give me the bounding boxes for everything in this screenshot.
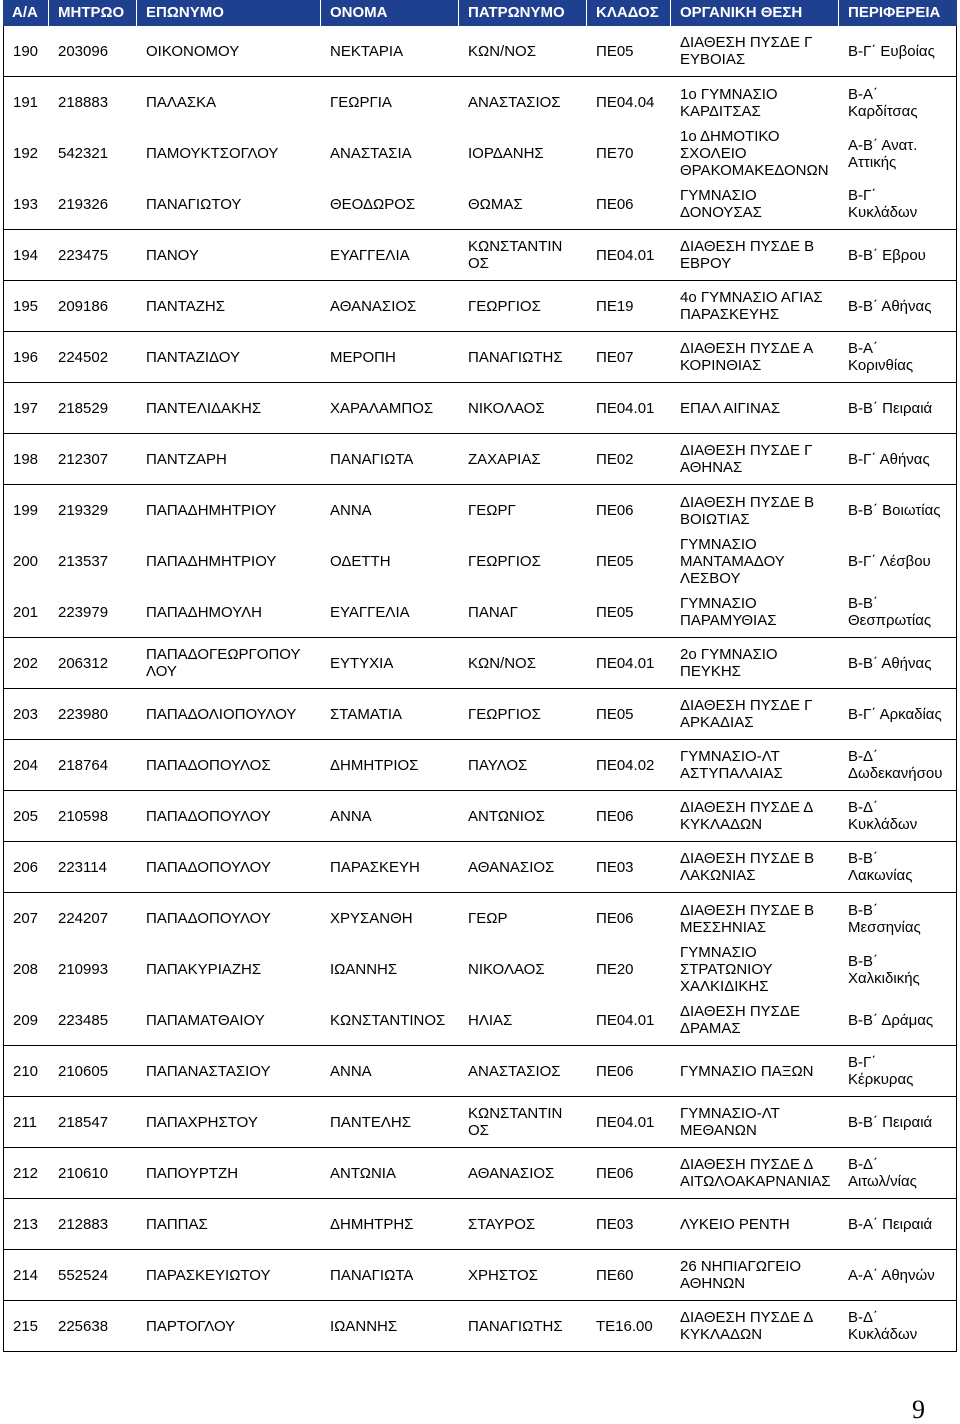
- cell-patronymo: ΠΑΝΑΓΙΩΤΗΣ: [468, 1317, 563, 1335]
- cell-klados: ΠΕ05: [596, 553, 634, 570]
- table-row: [4, 689, 956, 740]
- table-row: [4, 587, 956, 638]
- column-header-aa: Α/Α: [3, 0, 49, 26]
- cell-onoma: ΔΗΜΗΤΡΗΣ: [330, 1215, 414, 1233]
- cell-organiki-thesi: 4ο ΓΥΜΝΑΣΙΟ ΑΓΙΑΣ ΠΑΡΑΣΚΕΥΗΣ: [680, 289, 823, 323]
- cell-klados: ΠΕ04.01: [596, 1011, 655, 1029]
- cell-aa: 190: [13, 42, 39, 60]
- cell-onoma: ΑΝΑΣΤΑΣΙΑ: [330, 145, 412, 162]
- cell-perifereia: Β-Δ΄ Κυκλάδων: [848, 799, 918, 833]
- cell-onoma: ΠΑΝΤΕΛΗΣ: [330, 1113, 411, 1131]
- cell-perifereia: Β-Β΄ Χαλκιδικής: [848, 952, 920, 987]
- table-row: [4, 281, 956, 332]
- cell-klados: ΤΕ16.00: [596, 1317, 653, 1335]
- cell-onoma: ΕΥΤΥΧΙΑ: [330, 654, 394, 672]
- cell-aa: 209: [13, 1011, 39, 1029]
- cell-onoma: ΑΝΝΑ: [330, 1062, 372, 1080]
- cell-mitroo: 223114: [58, 858, 107, 876]
- cell-patronymo: ΚΩΝ/ΝΟΣ: [468, 654, 536, 672]
- cell-klados: ΠΕ06: [596, 1164, 634, 1182]
- cell-patronymo: ΑΝΤΩΝΙΟΣ: [468, 807, 545, 825]
- cell-perifereia: Β-Β΄ Βοιωτίας: [848, 502, 941, 519]
- cell-patronymo: ΣΤΑΥΡΟΣ: [468, 1215, 536, 1233]
- cell-aa: 215: [13, 1317, 39, 1335]
- cell-klados: ΠΕ04.01: [596, 1113, 655, 1131]
- table-row: [4, 995, 956, 1046]
- cell-perifereia: Β-Γ΄ Αρκαδίας: [848, 705, 942, 723]
- cell-onoma: ΧΡΥΣΑΝΘΗ: [330, 910, 413, 927]
- cell-organiki-thesi: ΓΥΜΝΑΣΙΟ ΠΑΞΩΝ: [680, 1062, 814, 1080]
- cell-klados: ΠΕ04.01: [596, 246, 655, 264]
- cell-aa: 203: [13, 705, 39, 723]
- cell-perifereia: Β-Β΄ Αθήνας: [848, 654, 932, 672]
- cell-klados: ΠΕ19: [596, 297, 634, 315]
- cell-perifereia: Β-Β΄ Λακωνίας: [848, 850, 913, 884]
- cell-aa: 192: [13, 145, 39, 162]
- cell-aa: 194: [13, 246, 39, 264]
- cell-klados: ΠΕ04.01: [596, 399, 655, 417]
- cell-organiki-thesi: ΔΙΑΘΕΣΗ ΠΥΣΔΕ Β ΜΕΣΣΗΝΙΑΣ: [680, 901, 815, 936]
- cell-eponymo: ΠΑΠΑΧΡΗΣΤΟΥ: [146, 1113, 258, 1131]
- cell-organiki-thesi: ΔΙΑΘΕΣΗ ΠΥΣΔΕ Δ ΑΙΤΩΛΟΑΚΑΡΝΑΝΙΑΣ: [680, 1156, 831, 1190]
- table-row: [4, 536, 956, 587]
- cell-eponymo: ΠΑΠΑΔΗΜΗΤΡΙΟΥ: [146, 553, 277, 570]
- cell-organiki-thesi: ΛΥΚΕΙΟ ΡΕΝΤΗ: [680, 1215, 790, 1233]
- cell-onoma: ΟΔΕΤΤΗ: [330, 553, 391, 570]
- cell-organiki-thesi: ΔΙΑΘΕΣΗ ΠΥΣΔΕ Γ ΑΡΚΑΔΙΑΣ: [680, 697, 813, 731]
- table-row: [4, 1301, 956, 1352]
- cell-eponymo: ΟΙΚΟΝΟΜΟΥ: [146, 42, 240, 60]
- cell-perifereia: Β-Γ΄ Ευβοίας: [848, 42, 935, 60]
- page-number: 9: [912, 1395, 925, 1424]
- cell-onoma: ΚΩΝΣΤΑΝΤΙΝΟΣ: [330, 1011, 446, 1029]
- cell-eponymo: ΠΑΜΟΥΚΤΣΟΓΛΟΥ: [146, 145, 279, 162]
- cell-organiki-thesi: 26 ΝΗΠΙΑΓΩΓΕΙΟ ΑΘΗΝΩΝ: [680, 1258, 802, 1292]
- table-row: [4, 791, 956, 842]
- cell-organiki-thesi: ΓΥΜΝΑΣΙΟ ΣΤΡΑΤΩΝΙΟΥ ΧΑΛΚΙΔΙΚΗΣ: [680, 944, 773, 995]
- cell-perifereia: Β-Β΄ Θεσπρωτίας: [848, 595, 932, 629]
- cell-onoma: ΣΤΑΜΑΤΙΑ: [330, 705, 403, 723]
- cell-mitroo: 210598: [58, 807, 109, 825]
- cell-mitroo: 223979: [58, 603, 109, 621]
- cell-klados: ΠΕ60: [596, 1266, 634, 1284]
- cell-mitroo: 223485: [58, 1011, 109, 1029]
- cell-aa: 200: [13, 553, 39, 570]
- cell-mitroo: 542321: [58, 145, 109, 162]
- cell-organiki-thesi: ΓΥΜΝΑΣΙΟ ΜΑΝΤΑΜΑΔΟΥ ΛΕΣΒΟΥ: [680, 536, 785, 587]
- cell-onoma: ΑΝΝΑ: [330, 807, 372, 825]
- cell-aa: 207: [13, 910, 39, 927]
- cell-klados: ΠΕ04.04: [596, 94, 655, 111]
- cell-perifereia: Β-Γ΄ Αθήνας: [848, 450, 930, 468]
- cell-eponymo: ΠΑΠΑΝΑΣΤΑΣΙΟΥ: [146, 1062, 271, 1080]
- cell-klados: ΠΕ06: [596, 807, 634, 825]
- cell-patronymo: ΧΡΗΣΤΟΣ: [468, 1266, 538, 1284]
- cell-eponymo: ΠΑΝΟΥ: [146, 246, 199, 264]
- table-body: [3, 26, 957, 1352]
- cell-perifereia: Β-Β΄ Δράμας: [848, 1011, 934, 1029]
- cell-perifereia: Β-Β΄ Πειραιά: [848, 399, 933, 417]
- cell-eponymo: ΠΑΠΑΜΑΤΘΑΙΟΥ: [146, 1011, 265, 1029]
- cell-eponymo: ΠΑΠΑΚΥΡΙΑΖΗΣ: [146, 961, 262, 978]
- cell-perifereia: Β-Α΄ Πειραιά: [848, 1215, 933, 1233]
- cell-eponymo: ΠΑΡΤΟΓΛΟΥ: [146, 1317, 236, 1335]
- cell-patronymo: ΚΩΝ/ΝΟΣ: [468, 42, 536, 60]
- cell-organiki-thesi: 1ο ΓΥΜΝΑΣΙΟ ΚΑΡΔΙΤΣΑΣ: [680, 85, 778, 120]
- cell-organiki-thesi: ΓΥΜΝΑΣΙΟ-ΛΤ ΜΕΘΑΝΩΝ: [680, 1105, 780, 1139]
- cell-patronymo: ΚΩΝΣΤΑΝΤΙΝ ΟΣ: [468, 238, 563, 272]
- table-row: [4, 1250, 956, 1301]
- cell-patronymo: ΓΕΩΡΓΙΟΣ: [468, 705, 541, 723]
- cell-aa: 211: [13, 1113, 37, 1131]
- table-row: [4, 230, 956, 281]
- cell-mitroo: 224502: [58, 348, 109, 366]
- cell-mitroo: 212883: [58, 1215, 109, 1233]
- cell-eponymo: ΠΑΠΑΔΟΠΟΥΛΟΥ: [146, 910, 271, 927]
- cell-klados: ΠΕ05: [596, 42, 634, 60]
- cell-onoma: ΕΥΑΓΓΕΛΙΑ: [330, 246, 410, 264]
- cell-organiki-thesi: ΕΠΑΛ ΑΙΓΙΝΑΣ: [680, 399, 781, 417]
- cell-mitroo: 210993: [58, 961, 109, 978]
- cell-patronymo: ΝΙΚΟΛΑΟΣ: [468, 399, 545, 417]
- table-row: [4, 383, 956, 434]
- cell-aa: 199: [13, 502, 39, 519]
- cell-aa: 191: [13, 94, 39, 111]
- cell-mitroo: 552524: [58, 1266, 109, 1284]
- cell-patronymo: ΚΩΝΣΤΑΝΤΙΝ ΟΣ: [468, 1105, 563, 1139]
- cell-eponymo: ΠΑΠΑΔΟΠΟΥΛΟΥ: [146, 807, 271, 825]
- cell-eponymo: ΠΑΠΑΔΟΛΙΟΠΟΥΛΟΥ: [146, 705, 297, 723]
- cell-mitroo: 219329: [58, 502, 109, 519]
- cell-eponymo: ΠΑΠΟΥΡΤΖΗ: [146, 1164, 239, 1182]
- cell-onoma: ΕΥΑΓΓΕΛΙΑ: [330, 603, 410, 621]
- cell-eponymo: ΠΑΠΑΔΟΓΕΩΡΓΟΠΟΥ ΛΟΥ: [146, 646, 301, 680]
- staff-table: [3, 0, 957, 1352]
- cell-eponymo: ΠΑΡΑΣΚΕΥΙΩΤΟΥ: [146, 1266, 271, 1284]
- cell-klados: ΠΕ06: [596, 195, 634, 213]
- cell-aa: 210: [13, 1062, 39, 1080]
- cell-mitroo: 218547: [58, 1113, 109, 1131]
- cell-patronymo: ΓΕΩΡΓ: [468, 502, 516, 519]
- table-row: [4, 944, 956, 995]
- cell-aa: 201: [13, 603, 39, 621]
- cell-perifereia: Β-Δ΄ Κυκλάδων: [848, 1309, 918, 1343]
- cell-eponymo: ΠΑΝΤΑΖΙΔΟΥ: [146, 348, 240, 366]
- cell-klados: ΠΕ05: [596, 705, 634, 723]
- cell-aa: 212: [13, 1164, 39, 1182]
- cell-mitroo: 224207: [58, 910, 109, 927]
- cell-organiki-thesi: ΔΙΑΘΕΣΗ ΠΥΣΔΕ Δ ΚΥΚΛΑΔΩΝ: [680, 799, 814, 833]
- column-header-klados: ΚΛΑΔΟΣ: [587, 0, 671, 26]
- cell-onoma: ΠΑΡΑΣΚΕΥΗ: [330, 858, 420, 876]
- cell-patronymo: ΑΘΑΝΑΣΙΟΣ: [468, 1164, 555, 1182]
- table-row: [4, 893, 956, 944]
- cell-klados: ΠΕ20: [596, 961, 634, 978]
- cell-klados: ΠΕ07: [596, 348, 634, 366]
- cell-patronymo: ΠΑΝΑΓ: [468, 603, 518, 621]
- cell-klados: ΠΕ02: [596, 450, 634, 468]
- cell-aa: 213: [13, 1215, 39, 1233]
- cell-eponymo: ΠΑΝΑΓΙΩΤΟΥ: [146, 195, 242, 213]
- cell-onoma: ΝΕΚΤΑΡΙΑ: [330, 42, 404, 60]
- cell-perifereia: Β-Γ΄ Κυκλάδων: [848, 187, 918, 221]
- cell-aa: 198: [13, 450, 39, 468]
- cell-onoma: ΑΝΝΑ: [330, 502, 372, 519]
- cell-klados: ΠΕ04.01: [596, 654, 655, 672]
- cell-organiki-thesi: ΓΥΜΝΑΣΙΟ ΔΟΝΟΥΣΑΣ: [680, 187, 762, 221]
- cell-patronymo: ΠΑΥΛΟΣ: [468, 756, 528, 774]
- cell-mitroo: 225638: [58, 1317, 109, 1335]
- cell-mitroo: 218883: [58, 94, 109, 111]
- table-row: [4, 842, 956, 893]
- cell-perifereia: Β-Δ΄ Αιτωλ/νίας: [848, 1156, 917, 1190]
- cell-perifereia: Β-Δ΄ Δωδεκανήσου: [848, 748, 943, 782]
- column-header-perifereia: ΠΕΡΙΦΕΡΕΙΑ: [848, 4, 941, 21]
- cell-mitroo: 210605: [58, 1062, 109, 1080]
- cell-onoma: ΔΗΜΗΤΡΙΟΣ: [330, 756, 419, 774]
- cell-aa: 206: [13, 858, 39, 876]
- table-row: [4, 1148, 956, 1199]
- table-header: [3, 0, 957, 26]
- table-row: [4, 1199, 956, 1250]
- cell-patronymo: ΑΘΑΝΑΣΙΟΣ: [468, 858, 555, 876]
- cell-onoma: ΠΑΝΑΓΙΩΤΑ: [330, 1266, 414, 1284]
- cell-perifereia: Α-Α΄ Αθηνών: [848, 1266, 935, 1284]
- cell-aa: 208: [13, 961, 39, 978]
- column-header-organiki-thesi: ΟΡΓΑΝΙΚΗ ΘΕΣΗ: [671, 0, 839, 26]
- column-header-eponymo: ΕΠΩΝΥΜΟ: [137, 0, 321, 26]
- table-row: [4, 26, 956, 77]
- cell-aa: 205: [13, 807, 39, 825]
- column-header-mitroo: ΜΗΤΡΩΟ: [49, 0, 137, 26]
- cell-organiki-thesi: ΔΙΑΘΕΣΗ ΠΥΣΔΕ Β ΕΒΡΟΥ: [680, 238, 815, 272]
- column-header-onoma: ΟΝΟΜΑ: [321, 0, 459, 26]
- cell-perifereia: Β-Β΄ Εβρου: [848, 246, 926, 264]
- table-row: [4, 1046, 956, 1097]
- cell-perifereia: Β-Γ΄ Λέσβου: [848, 553, 931, 570]
- cell-klados: ΠΕ03: [596, 1215, 634, 1233]
- cell-mitroo: 223475: [58, 246, 109, 264]
- cell-klados: ΠΕ03: [596, 858, 634, 876]
- table-row: [4, 485, 956, 536]
- cell-perifereia: Β-Β΄ Αθήνας: [848, 297, 932, 315]
- table-row: [4, 638, 956, 689]
- cell-onoma: ΑΝΤΩΝΙΑ: [330, 1164, 396, 1182]
- cell-mitroo: 203096: [58, 42, 109, 60]
- cell-organiki-thesi: ΔΙΑΘΕΣΗ ΠΥΣΔΕ Β ΛΑΚΩΝΙΑΣ: [680, 850, 815, 884]
- cell-organiki-thesi: ΓΥΜΝΑΣΙΟ-ΛΤ ΑΣΤΥΠΑΛΑΙΑΣ: [680, 748, 783, 782]
- cell-aa: 214: [13, 1266, 39, 1284]
- cell-perifereia: Β-Α΄ Κορινθίας: [848, 340, 914, 374]
- cell-onoma: ΙΩΑΝΝΗΣ: [330, 1317, 398, 1335]
- cell-patronymo: ΝΙΚΟΛΑΟΣ: [468, 961, 545, 978]
- cell-mitroo: 210610: [58, 1164, 109, 1182]
- cell-onoma: ΜΕΡΟΠΗ: [330, 348, 396, 366]
- cell-eponymo: ΠΑΝΤΑΖΗΣ: [146, 297, 225, 315]
- table-row: [4, 77, 956, 128]
- cell-mitroo: 212307: [58, 450, 109, 468]
- cell-perifereia: Β-Α΄ Καρδίτσας: [848, 85, 918, 120]
- cell-organiki-thesi: ΔΙΑΘΕΣΗ ΠΥΣΔΕ ΔΡΑΜΑΣ: [680, 1003, 800, 1037]
- table-row: [4, 740, 956, 791]
- cell-onoma: ΙΩΑΝΝΗΣ: [330, 961, 398, 978]
- cell-patronymo: ΘΩΜΑΣ: [468, 195, 523, 213]
- cell-aa: 204: [13, 756, 39, 774]
- column-header-patronymo: ΠΑΤΡΩΝΥΜΟ: [459, 0, 587, 26]
- cell-eponymo: ΠΑΠΠΑΣ: [146, 1215, 208, 1233]
- cell-eponymo: ΠΑΠΑΔΗΜΗΤΡΙΟΥ: [146, 502, 277, 519]
- cell-mitroo: 206312: [58, 654, 109, 672]
- cell-patronymo: ΖΑΧΑΡΙΑΣ: [468, 450, 541, 468]
- cell-aa: 196: [13, 348, 39, 366]
- cell-onoma: ΠΑΝΑΓΙΩΤΑ: [330, 450, 414, 468]
- cell-klados: ΠΕ04.02: [596, 756, 655, 774]
- cell-eponymo: ΠΑΝΤΖΑΡΗ: [146, 450, 227, 468]
- cell-perifereia: Β-Β΄ Μεσσηνίας: [848, 901, 921, 936]
- cell-mitroo: 223980: [58, 705, 109, 723]
- cell-mitroo: 213537: [58, 553, 109, 570]
- cell-onoma: ΧΑΡΑΛΑΜΠΟΣ: [330, 399, 434, 417]
- cell-onoma: ΓΕΩΡΓΙΑ: [330, 94, 392, 111]
- cell-klados: ΠΕ05: [596, 603, 634, 621]
- cell-mitroo: 218764: [58, 756, 109, 774]
- cell-patronymo: ΙΟΡΔΑΝΗΣ: [468, 145, 544, 162]
- cell-eponymo: ΠΑΛΑΣΚΑ: [146, 94, 217, 111]
- cell-aa: 195: [13, 297, 39, 315]
- cell-organiki-thesi: ΔΙΑΘΕΣΗ ΠΥΣΔΕ Γ ΕΥΒΟΙΑΣ: [680, 34, 813, 68]
- cell-patronymo: ΗΛΙΑΣ: [468, 1011, 513, 1029]
- cell-organiki-thesi: ΔΙΑΘΕΣΗ ΠΥΣΔΕ Δ ΚΥΚΛΑΔΩΝ: [680, 1309, 814, 1343]
- cell-perifereia: Α-Β΄ Ανατ. Αττικής: [848, 136, 918, 171]
- cell-patronymo: ΑΝΑΣΤΑΣΙΟΣ: [468, 1062, 561, 1080]
- cell-aa: 193: [13, 195, 39, 213]
- cell-onoma: ΘΕΟΔΩΡΟΣ: [330, 195, 416, 213]
- cell-patronymo: ΑΝΑΣΤΑΣΙΟΣ: [468, 94, 561, 111]
- cell-klados: ΠΕ06: [596, 502, 634, 519]
- cell-organiki-thesi: 1ο ΔΗΜΟΤΙΚΟ ΣΧΟΛΕΙΟ ΘΡΑΚΟΜΑΚΕΔΟΝΩΝ: [680, 128, 829, 179]
- cell-aa: 197: [13, 399, 39, 417]
- cell-mitroo: 218529: [58, 399, 109, 417]
- cell-patronymo: ΓΕΩΡ: [468, 910, 508, 927]
- table-row: [4, 1097, 956, 1148]
- table-row: [4, 179, 956, 230]
- table-row: [4, 434, 956, 485]
- cell-organiki-thesi: ΔΙΑΘΕΣΗ ΠΥΣΔΕ Γ ΑΘΗΝΑΣ: [680, 442, 813, 476]
- cell-organiki-thesi: ΔΙΑΘΕΣΗ ΠΥΣΔΕ Β ΒΟΙΩΤΙΑΣ: [680, 493, 815, 528]
- cell-perifereia: Β-Β΄ Πειραιά: [848, 1113, 933, 1131]
- cell-patronymo: ΓΕΩΡΓΙΟΣ: [468, 297, 541, 315]
- cell-klados: ΠΕ06: [596, 910, 634, 927]
- cell-perifereia: Β-Γ΄ Κέρκυρας: [848, 1054, 914, 1088]
- cell-klados: ΠΕ06: [596, 1062, 634, 1080]
- cell-organiki-thesi: 2ο ΓΥΜΝΑΣΙΟ ΠΕΥΚΗΣ: [680, 646, 778, 680]
- cell-mitroo: 219326: [58, 195, 109, 213]
- table-row: [4, 128, 956, 179]
- cell-patronymo: ΠΑΝΑΓΙΩΤΗΣ: [468, 348, 563, 366]
- cell-patronymo: ΓΕΩΡΓΙΟΣ: [468, 553, 541, 570]
- cell-eponymo: ΠΑΠΑΔΗΜΟΥΛΗ: [146, 603, 262, 621]
- cell-onoma: ΑΘΑΝΑΣΙΟΣ: [330, 297, 417, 315]
- cell-organiki-thesi: ΓΥΜΝΑΣΙΟ ΠΑΡΑΜΥΘΙΑΣ: [680, 595, 777, 629]
- cell-organiki-thesi: ΔΙΑΘΕΣΗ ΠΥΣΔΕ Α ΚΟΡΙΝΘΙΑΣ: [680, 340, 814, 374]
- cell-aa: 202: [13, 654, 39, 672]
- table-row: [4, 332, 956, 383]
- cell-eponymo: ΠΑΠΑΔΟΠΟΥΛΟΣ: [146, 756, 271, 774]
- cell-eponymo: ΠΑΝΤΕΛΙΔΑΚΗΣ: [146, 399, 262, 417]
- cell-klados: ΠΕ70: [596, 145, 634, 162]
- cell-eponymo: ΠΑΠΑΔΟΠΟΥΛΟΥ: [146, 858, 271, 876]
- cell-mitroo: 209186: [58, 297, 109, 315]
